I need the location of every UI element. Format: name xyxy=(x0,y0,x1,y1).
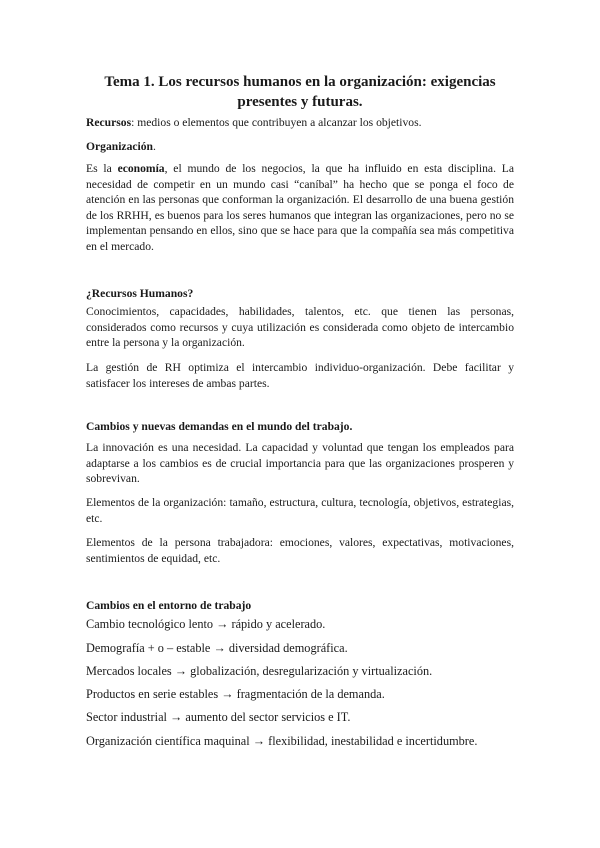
list-item: Sector industrial → aumento del sector servicios e IT. xyxy=(86,710,351,724)
recursos-definition xyxy=(86,115,514,131)
cambios-demandas-paragraph-3: Elementos de la persona trabajadora: emociones, valores, expectativas, motivaciones, sentimientos de equidad, etc. xyxy=(86,536,514,565)
list-item: Cambio tecnológico lento → rápido y acelerado. xyxy=(86,617,326,631)
organizacion-paragraph xyxy=(86,161,514,254)
organizacion-heading xyxy=(86,139,514,154)
organizacion-heading-text: Organización xyxy=(86,140,153,153)
cambios-demandas-paragraph-2: Elementos de la organización: tamaño, estructura, cultura, tecnología, objetivos, estrategias, etc. xyxy=(86,496,514,525)
cambios-entorno-heading: Cambios en el entorno de trabajo xyxy=(86,599,252,612)
list-item: Demografía + o – estable → diversidad demográfica. xyxy=(86,641,348,655)
organizacion-heading-suffix: . xyxy=(152,140,156,153)
cambios-demandas-paragraph-1: La innovación es una necesidad. La capacidad y voluntad que tengan los empleados para adaptarse a los cambios es de crucial importancia para que las organizaciones prosperen y sobrevivan. xyxy=(86,441,514,485)
recursos-definition-text: : medios o elementos que contribuyen a alcanzar los objetivos. xyxy=(131,116,422,129)
organizacion-text-before: Es la xyxy=(86,162,118,175)
cambios-demandas-heading: Cambios y nuevas demandas en el mundo del trabajo. xyxy=(86,420,353,433)
recursos-humanos-paragraph-2: La gestión de RH optimiza el intercambio individuo-organización. Debe facilitar y satisfacer los intereses de ambas partes. xyxy=(86,361,514,390)
list-item: Organización científica maquinal → flexibilidad, inestabilidad e incertidumbre. xyxy=(86,734,478,748)
recursos-humanos-paragraph-1: Conocimientos, capacidades, habilidades, talentos, etc. que tienen las personas, considerados como recursos y cuya utilización es considerada como objeto de intercambio entre la persona y la organización. xyxy=(86,305,514,349)
document-title xyxy=(86,72,514,112)
recursos-humanos-heading: ¿Recursos Humanos? xyxy=(86,287,194,300)
title-line-1: Tema 1. Los recursos humanos en la organización: exigencias xyxy=(104,74,496,90)
title-line-2: presentes y futuras. xyxy=(237,94,363,110)
organizacion-bold-word: economía xyxy=(117,162,165,175)
organizacion-text-after: , el mundo de los negocios, la que ha influido en esta disciplina. La necesidad de competir en un mundo casi “caníbal” ha hecho que se ponga el foco de atención en las personas que conforman la organización. El desarrollo de una buena gestión de los RRHH, es buenos para los seres humanos que integran las organizaciones, pero no se implementan pensando en ellos, sino que se hace para que la compañía sea más competitiva en el mercado. xyxy=(86,162,515,253)
recursos-term: Recursos xyxy=(86,116,132,129)
list-item: Productos en serie estables → fragmentación de la demanda. xyxy=(86,687,385,701)
list-item: Mercados locales → globalización, desregularización y virtualización. xyxy=(86,664,433,678)
